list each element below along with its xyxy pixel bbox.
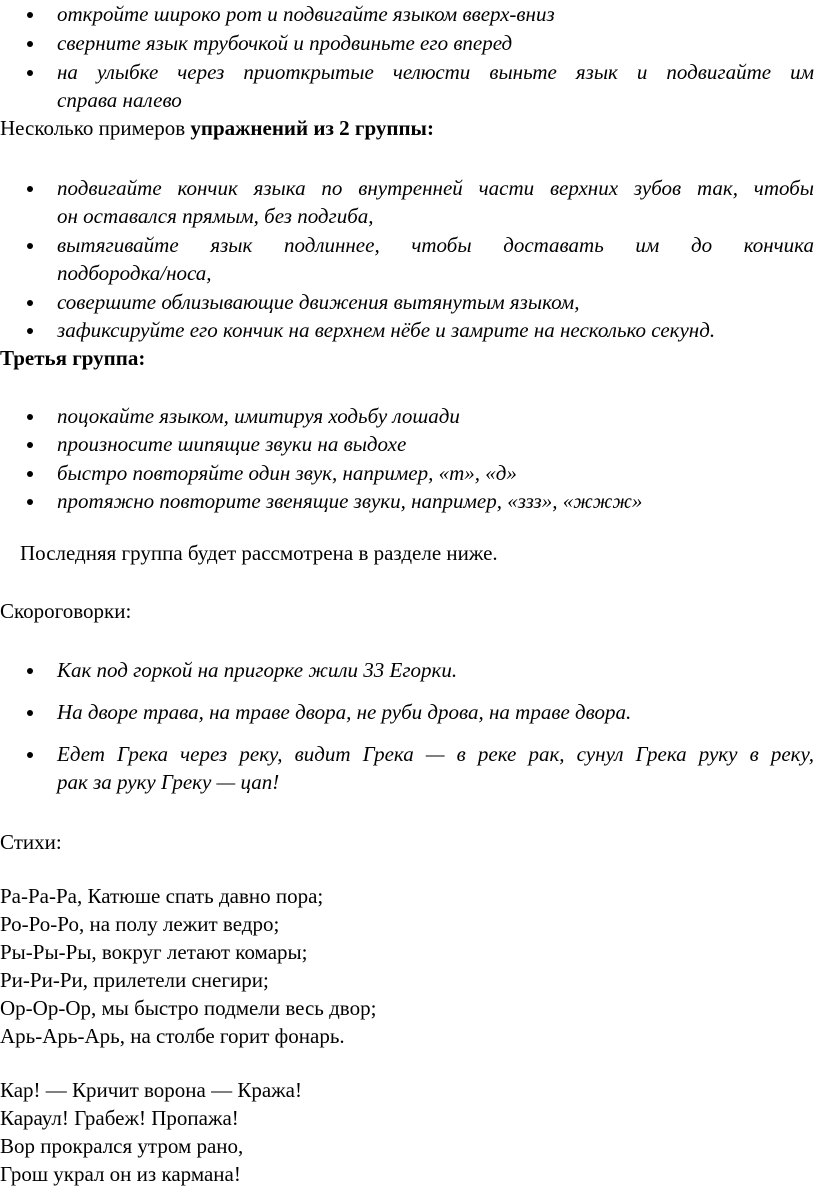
group2-heading-prefix: Несколько примеров: [0, 116, 191, 140]
list-item: быстро повторяйте один звук, например, «т», «д»: [57, 461, 517, 485]
bullet-icon: [27, 710, 33, 716]
bullet-icon: [27, 300, 33, 306]
bullet-icon: [27, 752, 33, 758]
group2-heading-bold: упражнений из 2 группы:: [190, 116, 434, 140]
bullet-icon: [27, 243, 33, 249]
list-item: произносите шипящие звуки на выдохе: [57, 432, 407, 456]
poem-line: Ро-Ро-Ро, на полу лежит ведро;: [0, 912, 280, 936]
list-item: откройте широко рот и подвигайте языком вверх-вниз: [57, 2, 555, 26]
list-item: совершите облизывающие движения вытянутым языком,: [57, 290, 580, 314]
bullet-icon: [27, 186, 33, 192]
list-item: подвигайте кончик языка по внутренней части верхних зубов так, чтобы: [57, 176, 814, 200]
poem-line: Ри-Ри-Ри, прилетели снегири;: [0, 968, 269, 992]
list-item: Едет Грека через реку, видит Грека — в реке рак, сунул Грека руку в реку,: [57, 742, 814, 766]
poem-line: Ра-Ра-Ра, Катюше спать давно пора;: [0, 884, 324, 908]
poem-line: Кар! — Кричит ворона — Кража!: [0, 1078, 302, 1102]
bullet-icon: [27, 414, 33, 420]
list-item-continuation: подбородка/носа,: [57, 261, 212, 285]
poem-line: Караул! Грабеж! Пропажа!: [0, 1106, 239, 1130]
bullet-icon: [27, 70, 33, 76]
bullet-icon: [27, 12, 33, 18]
last-group-note: Последняя группа будет рассмотрена в разделе ниже.: [20, 541, 498, 565]
poem-line: Арь-Арь-Арь, на столбе горит фонарь.: [0, 1024, 345, 1048]
tongue-twisters-heading: Скороговорки:: [0, 599, 132, 623]
group3-heading: Третья группа:: [0, 346, 146, 370]
bullet-icon: [27, 499, 33, 505]
list-item-continuation: он оставался прямым, без подгиба,: [57, 204, 374, 228]
bullet-icon: [27, 41, 33, 47]
poem-line: Грош украл он из кармана!: [0, 1162, 241, 1186]
poems-heading: Стихи:: [0, 830, 62, 854]
list-item: На дворе трава, на траве двора, не руби дрова, на траве двора.: [57, 700, 632, 724]
list-item: поцокайте языком, имитируя ходьбу лошади: [57, 404, 460, 428]
list-item: сверните язык трубочкой и продвиньте его вперед: [57, 31, 513, 55]
poem-line: Вор прокрался утром рано,: [0, 1134, 244, 1158]
bullet-icon: [27, 471, 33, 477]
group2-heading: [0, 114, 434, 142]
bullet-icon: [27, 328, 33, 334]
list-item-continuation: справа налево: [57, 88, 182, 112]
bullet-icon: [27, 442, 33, 448]
list-item: вытягивайте язык подлиннее, чтобы доставать им до кончика: [57, 233, 814, 257]
poem-line: Ры-Ры-Ры, вокруг летают комары;: [0, 940, 308, 964]
list-item: на улыбке через приоткрытые челюсти выньте язык и подвигайте им: [57, 60, 814, 84]
list-item: протяжно повторите звенящие звуки, например, «ззз», «жжж»: [57, 489, 643, 513]
bullet-icon: [27, 668, 33, 674]
list-item-continuation: рак за руку Греку — цап!: [57, 770, 280, 794]
list-item: зафиксируйте его кончик на верхнем нёбе и замрите на несколько секунд.: [57, 318, 716, 342]
poem-line: Ор-Ор-Ор, мы быстро подмели весь двор;: [0, 996, 377, 1020]
list-item: Как под горкой на пригорке жили 33 Егорки.: [57, 658, 458, 682]
